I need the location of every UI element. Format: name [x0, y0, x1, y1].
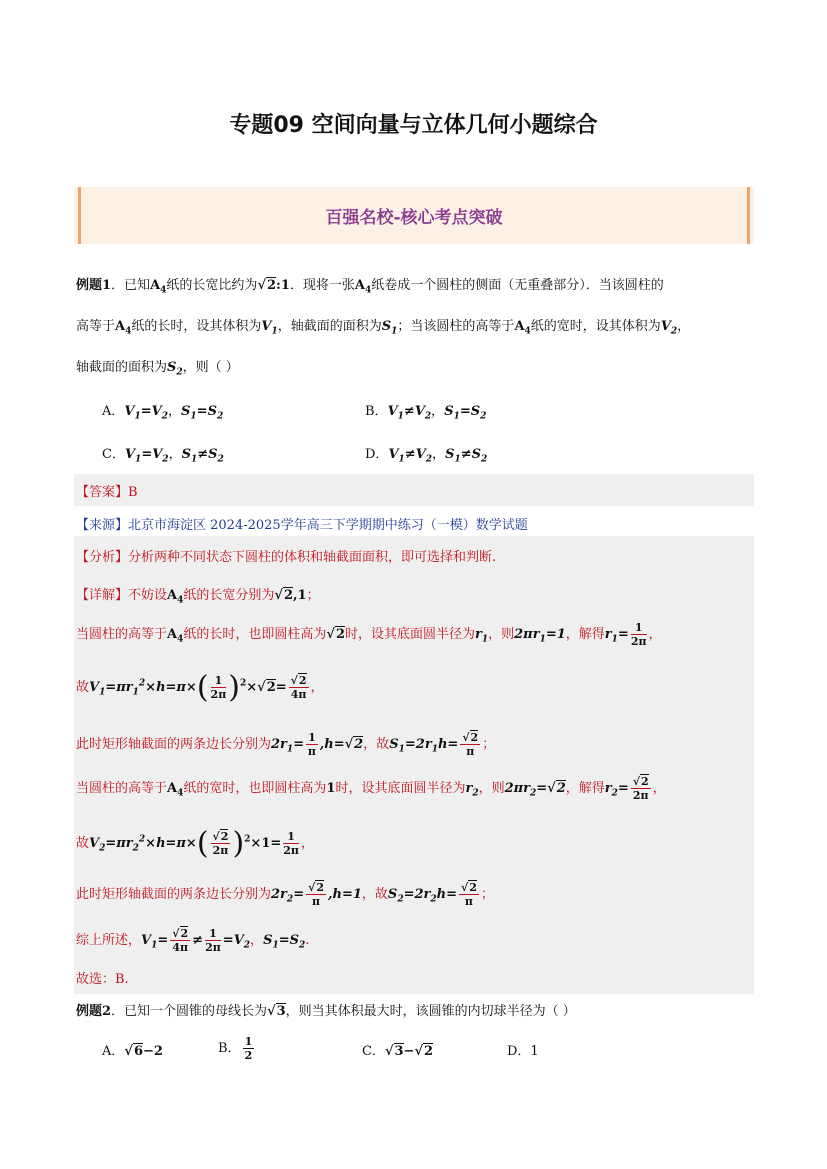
ex2-line-1: 例题2．已知一个圆锥的母线长为√3，则当其体积最大时，该圆锥的内切球半径为（ ）: [76, 1004, 576, 1019]
page-title: 专题09 空间向量与立体几何小题综合: [229, 113, 598, 138]
detail-line-8: 综上所述，$V_1=$ $\frac{√2}{4\pi}$ ≠ $\frac{1}{2\pi}$ $=V_2$，$S_1=S_2$.: [76, 927, 310, 954]
ex1-option-a: A．$V_1=V_2$，$S_1=S_2$: [102, 404, 224, 422]
ex1-option-c: C．$V_1=V_2$，$S_1\ne S_2$: [102, 447, 224, 465]
banner-title: 百强名校-核心考点突破: [325, 208, 503, 228]
detail-line-7: 此时矩形轴截面的两条边长分别为$2r_2=$ $\frac{√2}{\pi}$ ,h=1，故$S_2=2r_2h=$ $\frac{√2}{\pi}$ ；: [76, 881, 494, 908]
source: 【来源】北京市海淀区 2024-2025学年高三下学期期中练习（一模）数学试题: [76, 518, 528, 533]
ex2-option-b: B． $\frac{1}{2}$: [218, 1035, 253, 1062]
answer-shade: [74, 474, 754, 506]
ex1-line-2: 高等于$A_4$纸的长时，设其体积为$V_1$，轴截面的面积为$S_1$；当该圆柱的高等于$A_4$纸的宽时，设其体积为$V_2$，: [76, 319, 691, 337]
section-banner: [74, 187, 754, 244]
detail-line-2: 当圆柱的高等于$A_4$纸的长时，也即圆柱高为√2时，设其底面圆半径为$r_1$，则$2\pi r_1=1$，解得$r_1=$ $\frac{1}{2\pi}$ ，: [76, 621, 662, 648]
detail-line-3: 故$V_1=\pi r_1^2\times h=\pi\times$( $\frac{1}{2\pi}$ )$^2$×√2= $\frac{√2}{4\pi}$ ，: [76, 670, 324, 705]
detail-line-5: 当圆柱的高等于$A_4$纸的宽时，也即圆柱高为1时，设其底面圆半径为$r_2$，则$2\pi r_2=√2$，解得$r_2=$ $\frac{√2}{2\pi}$ ，: [76, 775, 666, 802]
ex1-option-d: D．$V_1\ne V_2$，$S_1\ne S_2$: [365, 447, 488, 465]
ex1-line-1: 例题1．已知$A_4$纸的长宽比约为√2:1．现将一张$A_4$纸卷成一个圆柱的侧面（无重叠部分）．当该圆柱的: [76, 278, 664, 296]
detail-line-1: 【详解】不妨设$A_4$纸的长宽分别为√2,1；: [76, 588, 320, 606]
ex1-option-b: B．$V_1\ne V_2$，$S_1=S_2$: [365, 404, 487, 422]
ex2-option-a: A．√6−2: [102, 1044, 163, 1059]
detail-line-6: 故$V_2=\pi r_2^2\times h=\pi\times$( $\frac{√2}{2\pi}$ )$^2$×1= $\frac{1}{2\pi}$ ，: [76, 826, 314, 861]
ex2-option-d: D．1: [507, 1044, 539, 1059]
ex1-line-3: 轴截面的面积为$S_2$，则（ ）: [76, 360, 239, 378]
analysis: 【分析】分析两种不同状态下圆柱的体积和轴截面面积，即可选择和判断.: [76, 550, 497, 565]
answer: 【答案】B: [76, 485, 138, 500]
ex2-option-c: C．√3−√2: [362, 1044, 434, 1059]
detail-line-4: 此时矩形轴截面的两条边长分别为$2r_1=$ $\frac{1}{\pi}$ ,h=√2，故$S_1=2r_1h=$ $\frac{√2}{\pi}$ ；: [76, 731, 496, 758]
ex2-label: 例题2: [76, 1004, 112, 1019]
ex1-label: 例题1: [76, 278, 112, 293]
detail-choose: 故选：B.: [76, 972, 129, 987]
